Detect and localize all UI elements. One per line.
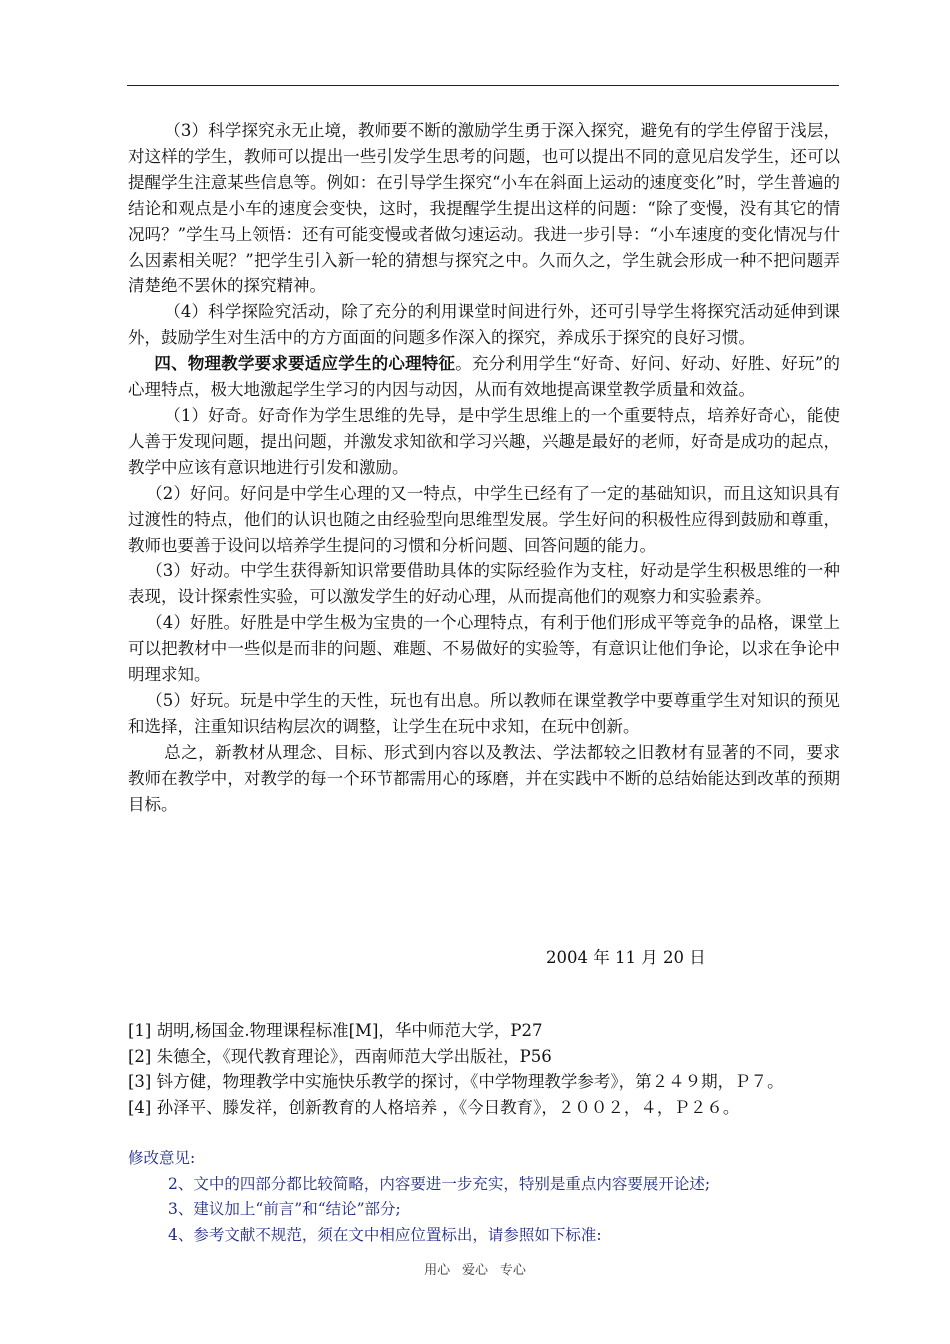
comments-title: 修改意见: — [128, 1149, 196, 1167]
trait-item-playful: （5）好玩。玩是中学生的天性，玩也有出息。所以教师在课堂教学中要尊重学生对知识的预见和选择，注重知识结构层次的调整，让学生在玩中求知，在玩中创新。 — [128, 690, 840, 736]
section-4-heading: 四、物理教学要求要适应学生的心理特征 — [154, 354, 456, 374]
section-4-text: 。充分利用学生“好奇、好问、好动、好胜、好玩”的心理特点，极大地激起学生学习的内因与动因，从而有效地提高课堂教学质量和效益。 — [128, 354, 841, 400]
reference-item: [1] 胡明,杨国金.物理课程标准[M]，华中师范大学，P27 — [128, 1021, 543, 1040]
comment-item: 2、文中的四部分都比较简略，内容要进一步充实，特别是重点内容要展开论述; — [168, 1174, 711, 1193]
trait-item-active: （3）好动。中学生获得新知识常要借助具体的实际经验作为支柱，好动是学生积极思维的一种表现，设计探索性实验，可以激发学生的好动心理，从而提高他们的观察力和实验素养。 — [128, 561, 840, 607]
header-rule — [127, 85, 839, 86]
trait-item-curiosity: （1）好奇。好奇作为学生思维的先导，是中学生思维上的一个重要特点，培养好奇心，能使人善于发现问题，提出问题，并激发求知欲和学习兴趣，兴趣是最好的老师，好奇是成功的起点，教学中应该有意识地进行引发和激励。 — [128, 405, 840, 477]
reference-item: [3] 钭方健，物理教学中实施快乐教学的探讨，《中学物理教学参考》，第２４９期，Ｐ７。 — [128, 1072, 784, 1091]
trait-item-questioning: （2）好问。好问是中学生心理的又一特点，中学生已经有了一定的基础知识，而且这知识具有过渡性的特点，他们的认识也随之由经验型向思维型发展。学生好问的积极性应得到鼓励和尊重，教师也要善于设问以培养学生提问的习惯和分析问题、回答问题的能力。 — [128, 483, 840, 555]
references-list — [128, 1018, 868, 1120]
comment-item: 3、建议加上“前言”和“结论”部分; — [168, 1200, 401, 1218]
page-footer: 用心 爱心 专心 — [424, 1263, 526, 1278]
revision-comments — [128, 1146, 848, 1248]
comment-item: 4、参考文献不规范，须在文中相应位置标出，请参照如下标准: — [168, 1225, 602, 1244]
conclusion-paragraph: 总之，新教材从理念、目标、形式到内容以及教法、学法都较之旧教材有显著的不同，要求教师在教学中，对教学的每一个环节都需用心的琢磨，并在实践中不断的总结始能达到改革的预期目标。 — [128, 742, 840, 814]
reference-item: [2] 朱德全，《现代教育理论》，西南师范大学出版社，P56 — [128, 1046, 552, 1066]
section-4-paragraph — [128, 351, 840, 403]
trait-item-competitive: （4）好胜。好胜是中学生极为宝贵的一个心理特点，有利于他们形成平等竞争的品格，课堂上可以把教材中一些似是而非的问题、难题、不易做好的实验等，有意识让他们争论，以求在争论中明理求知。 — [128, 613, 840, 685]
reference-item: [4] 孙泽平、滕发祥，创新教育的人格培养 ，《今日教育》，２００２，４，Ｐ２６。 — [128, 1097, 740, 1117]
body-text — [128, 118, 840, 817]
paragraph-item-3: （3）科学探究永无止境，教师要不断的激励学生勇于深入探究，避免有的学生停留于浅层，对这样的学生，教师可以提出一些引发学生思考的问题，也可以提出不同的意见启发学生，还可以提醒学生注意某些信息等。例如：在引导学生探究“小车在斜面上运动的速度变化”时，学生普遍的结论和观点是小车的速度会变快，这时，我提醒学生提出这样的问题：“除了变慢，没有其它的情况吗？”学生马上领悟：还有可能变慢或者做匀速运动。我进一步引导：“小车速度的变化情况与什么因素相关呢？”把学生引入新一轮的猜想与探究之中。久而久之，学生就会形成一种不把问题弄清楚绝不罢休的探究精神。 — [128, 121, 840, 296]
paragraph-item-4: （4）科学探险究活动，除了充分的利用课堂时间进行外，还可引导学生将探究活动延伸到课外，鼓励学生对生活中的方方面面的问题多作深入的探究，养成乐于探究的良好习惯。 — [128, 302, 840, 348]
document-date: 2004 年 11 月 20 日 — [546, 948, 706, 967]
